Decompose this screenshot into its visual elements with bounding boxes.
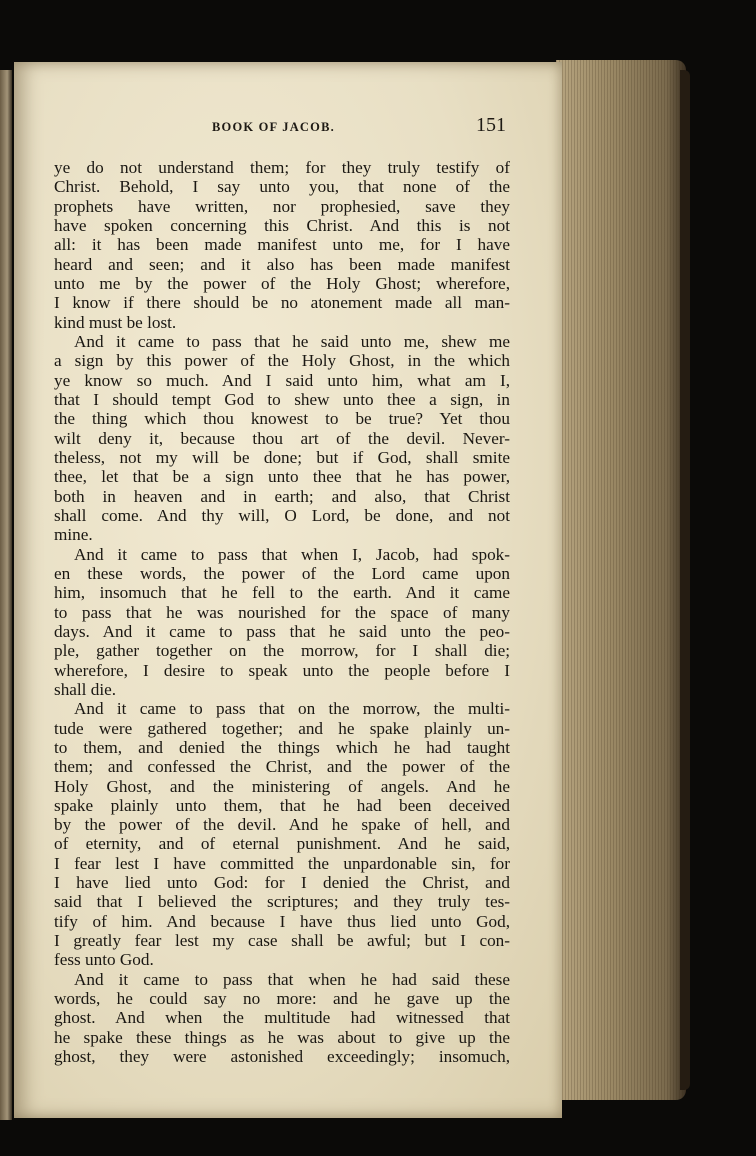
text-line: ple, gather together on the morrow, for I shall die; bbox=[54, 641, 510, 661]
text-line: wilt deny it, because thou art of the devil. Never- bbox=[54, 428, 510, 448]
text-line: And it came to pass that he said unto me, shew me bbox=[74, 331, 510, 351]
text-line: by the power of the devil. And he spake of hell, and bbox=[54, 815, 510, 835]
text-line: he spake these things as he was about to give up the bbox=[54, 1027, 510, 1047]
text-line: And it came to pass that when I, Jacob, had spok- bbox=[74, 544, 510, 564]
text-line: thee, let that be a sign unto thee that he has power, bbox=[54, 467, 510, 487]
text-line: have spoken concerning this Christ. And this is not bbox=[54, 215, 510, 235]
text-line: And it came to pass that when he had said these bbox=[74, 969, 510, 989]
text-line: heard and seen; and it also has been made manifest bbox=[54, 254, 510, 274]
text-line: shall die. bbox=[54, 679, 117, 699]
text-line: mine. bbox=[54, 525, 93, 545]
text-line: that I should tempt God to shew unto thee a sign, in bbox=[54, 389, 510, 409]
text-line: him, insomuch that he fell to the earth. And it came bbox=[54, 583, 510, 603]
book-page bbox=[14, 62, 562, 1118]
text-line: days. And it came to pass that he said unto the peo- bbox=[54, 621, 510, 641]
text-line: prophets have written, nor prophesied, save they bbox=[54, 196, 510, 216]
text-line: said that I believed the scriptures; and they truly tes- bbox=[54, 892, 510, 912]
text-line: them; and confessed the Christ, and the power of the bbox=[54, 757, 510, 777]
text-line: And it came to pass that on the morrow, the multi- bbox=[74, 699, 510, 719]
text-line: I know if there should be no atonement made all man- bbox=[54, 293, 510, 313]
text-line: I fear lest I have committed the unpardonable sin, for bbox=[54, 853, 510, 873]
text-line: fess unto God. bbox=[54, 950, 154, 970]
text-line: the thing which thou knowest to be true? Yet thou bbox=[54, 409, 510, 429]
text-line: Holy Ghost, and the ministering of angels. And he bbox=[54, 776, 510, 796]
text-line: ghost. And when the multitude had witnessed that bbox=[54, 1008, 510, 1028]
text-line: to pass that he was nourished for the space of many bbox=[54, 602, 510, 622]
text-line: en these words, the power of the Lord came upon bbox=[54, 563, 510, 583]
page-number: 151 bbox=[476, 114, 506, 136]
text-line: spake plainly unto them, that he had been deceived bbox=[54, 795, 510, 815]
text-line: a sign by this power of the Holy Ghost, in the which bbox=[54, 351, 510, 371]
text-line: Christ. Behold, I say unto you, that none of the bbox=[54, 177, 510, 197]
book-fore-edge bbox=[556, 60, 686, 1100]
text-line: I greatly fear lest my case shall be awful; but I con- bbox=[54, 931, 510, 951]
book-cover-edge bbox=[680, 70, 690, 1090]
text-line: kind must be lost. bbox=[54, 312, 177, 332]
running-head bbox=[14, 116, 562, 140]
facing-page-edge bbox=[0, 70, 12, 1120]
text-line: ghost, they were astonished exceedingly; insomuch, bbox=[54, 1047, 510, 1067]
body-text bbox=[54, 158, 510, 1066]
text-line: unto me by the power of the Holy Ghost; wherefore, bbox=[54, 273, 510, 293]
running-title: BOOK OF JACOB. bbox=[212, 120, 335, 134]
text-line: tify of him. And because I have thus lied unto God, bbox=[54, 911, 510, 931]
text-line: theless, not my will be done; but if God, shall smite bbox=[54, 447, 510, 467]
text-line: wherefore, I desire to speak unto the people before I bbox=[54, 660, 510, 680]
text-line: I have lied unto God: for I denied the Christ, and bbox=[54, 873, 510, 893]
text-line: of eternity, and of eternal punishment. And he said, bbox=[54, 834, 510, 854]
text-line: ye know so much. And I said unto him, what am I, bbox=[54, 370, 510, 390]
text-line: to them, and denied the things which he had taught bbox=[54, 737, 510, 757]
text-line: words, he could say no more: and he gave up the bbox=[54, 989, 510, 1009]
text-line: shall come. And thy will, O Lord, be done, and not bbox=[54, 505, 510, 525]
text-line: all: it has been made manifest unto me, for I have bbox=[54, 235, 510, 255]
text-line: tude were gathered together; and he spake plainly un- bbox=[54, 718, 510, 738]
text-line: ye do not understand them; for they truly testify of bbox=[54, 158, 510, 177]
text-line: both in heaven and in earth; and also, that Christ bbox=[54, 486, 510, 506]
